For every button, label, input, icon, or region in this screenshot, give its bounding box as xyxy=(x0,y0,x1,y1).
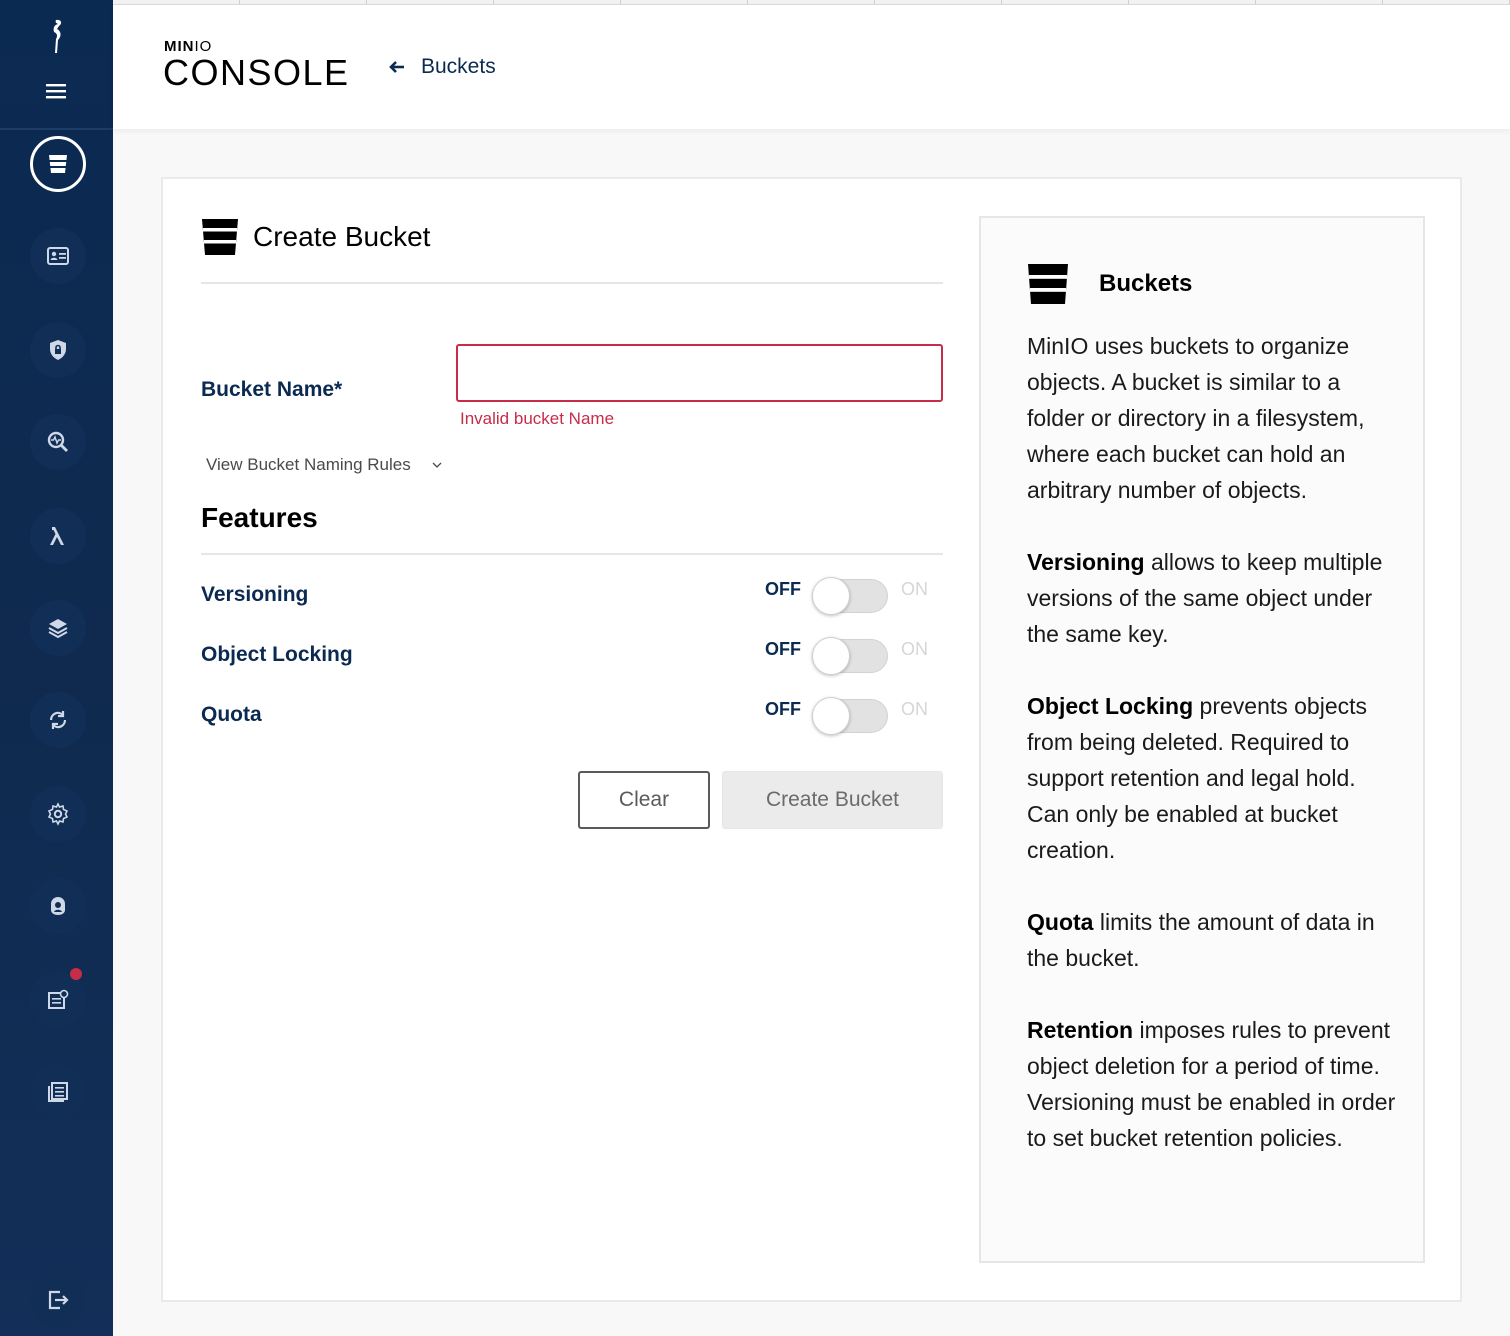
minio-bird-logo-icon[interactable] xyxy=(42,16,72,56)
quota-on-label: ON xyxy=(901,699,928,719)
brand-io-text: IO xyxy=(194,38,213,55)
sidebar-item-documentation[interactable] xyxy=(30,1064,86,1120)
help-retention-term: Retention xyxy=(1027,1017,1134,1043)
help-versioning-term: Versioning xyxy=(1027,549,1145,575)
sidebar-item-logout[interactable] xyxy=(30,1272,86,1328)
license-icon xyxy=(46,988,70,1012)
bucket-name-label: Bucket Name* xyxy=(201,378,343,401)
brand-console-text: CONSOLE xyxy=(163,52,350,93)
feature-row-versioning xyxy=(201,577,943,617)
quota-toggle[interactable] xyxy=(812,697,888,735)
tiers-layers-icon xyxy=(46,616,70,640)
page-title: Create Bucket xyxy=(253,221,431,252)
sidebar xyxy=(0,0,113,1336)
help-object-locking xyxy=(1027,688,1397,868)
features-divider xyxy=(201,553,943,555)
versioning-on-label: ON xyxy=(901,579,928,599)
bucket-icon xyxy=(1027,262,1069,306)
brand-min-text: MIN xyxy=(164,38,195,55)
feature-row-object-locking xyxy=(201,637,943,677)
help-quota xyxy=(1027,904,1397,976)
help-title: Buckets xyxy=(1099,270,1193,297)
versioning-off-label: OFF xyxy=(765,579,801,599)
quota-off-label: OFF xyxy=(765,699,801,719)
help-retention-text: imposes rules to prevent object deletion for a period of time. Versioning must be enabled in order to set bucket retention policies. xyxy=(1027,1017,1396,1151)
identity-card-icon xyxy=(46,244,70,268)
sidebar-item-monitoring[interactable] xyxy=(30,414,86,470)
top-header xyxy=(113,5,1510,129)
notification-dot xyxy=(70,968,82,980)
sidebar-item-buckets[interactable] xyxy=(30,136,86,192)
naming-rules-label: View Bucket Naming Rules xyxy=(206,455,411,474)
back-link-label: Buckets xyxy=(421,55,496,78)
chevron-down-icon xyxy=(431,459,443,471)
help-versioning xyxy=(1027,544,1397,652)
back-to-buckets-link[interactable] xyxy=(387,55,496,79)
features-heading: Features xyxy=(201,502,318,533)
replication-sync-icon xyxy=(46,708,70,732)
object-locking-label: Object Locking xyxy=(201,643,353,666)
clear-button[interactable]: Clear xyxy=(578,771,710,829)
versioning-label: Versioning xyxy=(201,583,309,606)
logout-icon xyxy=(46,1288,70,1312)
object-locking-on-label: ON xyxy=(901,639,928,659)
title-divider xyxy=(201,282,943,284)
sidebar-item-support[interactable] xyxy=(30,878,86,934)
help-retention xyxy=(1027,1012,1397,1156)
support-agent-icon xyxy=(46,894,70,918)
bucket-name-error: Invalid bucket Name xyxy=(460,409,615,428)
create-bucket-heading xyxy=(201,217,430,257)
versioning-toggle[interactable] xyxy=(812,577,888,615)
view-naming-rules-toggle[interactable] xyxy=(206,455,443,475)
object-locking-off-label: OFF xyxy=(765,639,801,659)
sidebar-item-settings[interactable] xyxy=(30,786,86,842)
sidebar-item-lambda[interactable] xyxy=(30,508,86,564)
gear-icon xyxy=(46,802,70,826)
help-quota-text: limits the amount of data in the bucket. xyxy=(1027,909,1375,971)
help-text xyxy=(1027,328,1397,1192)
bucket-icon xyxy=(46,152,70,176)
create-bucket-button[interactable]: Create Bucket xyxy=(722,771,943,829)
bucket-icon xyxy=(201,217,239,257)
sidebar-item-tiers[interactable] xyxy=(30,600,86,656)
help-locking-text: prevents objects from being deleted. Required to support retention and legal hold. Can only be enabled at bucket creation. xyxy=(1027,693,1368,863)
lambda-icon xyxy=(46,524,70,548)
help-locking-term: Object Locking xyxy=(1027,693,1194,719)
sidebar-divider xyxy=(0,128,113,130)
help-heading xyxy=(1027,262,1192,306)
quota-label: Quota xyxy=(201,703,262,726)
help-versioning-text: allows to keep multiple versions of the same object under the same key. xyxy=(1027,549,1383,647)
help-quota-term: Quota xyxy=(1027,909,1094,935)
feature-row-quota xyxy=(201,697,943,737)
help-intro: MinIO uses buckets to organize objects. A bucket is similar to a folder or directory in a filesystem, where each bucket can hold an arbitrary number of objects. xyxy=(1027,333,1365,503)
sidebar-item-license[interactable] xyxy=(30,972,86,1028)
monitoring-search-icon xyxy=(46,430,70,454)
bucket-name-input[interactable] xyxy=(456,344,943,402)
arrow-left-icon xyxy=(387,57,407,77)
object-locking-toggle[interactable] xyxy=(812,637,888,675)
menu-hamburger-icon[interactable] xyxy=(44,80,68,102)
sidebar-item-replication[interactable] xyxy=(30,692,86,748)
lock-shield-icon xyxy=(46,338,70,362)
sidebar-item-identity[interactable] xyxy=(30,228,86,284)
sidebar-item-access[interactable] xyxy=(30,322,86,378)
documentation-icon xyxy=(46,1080,70,1104)
create-bucket-card xyxy=(161,177,1462,1302)
help-panel xyxy=(979,216,1425,1263)
